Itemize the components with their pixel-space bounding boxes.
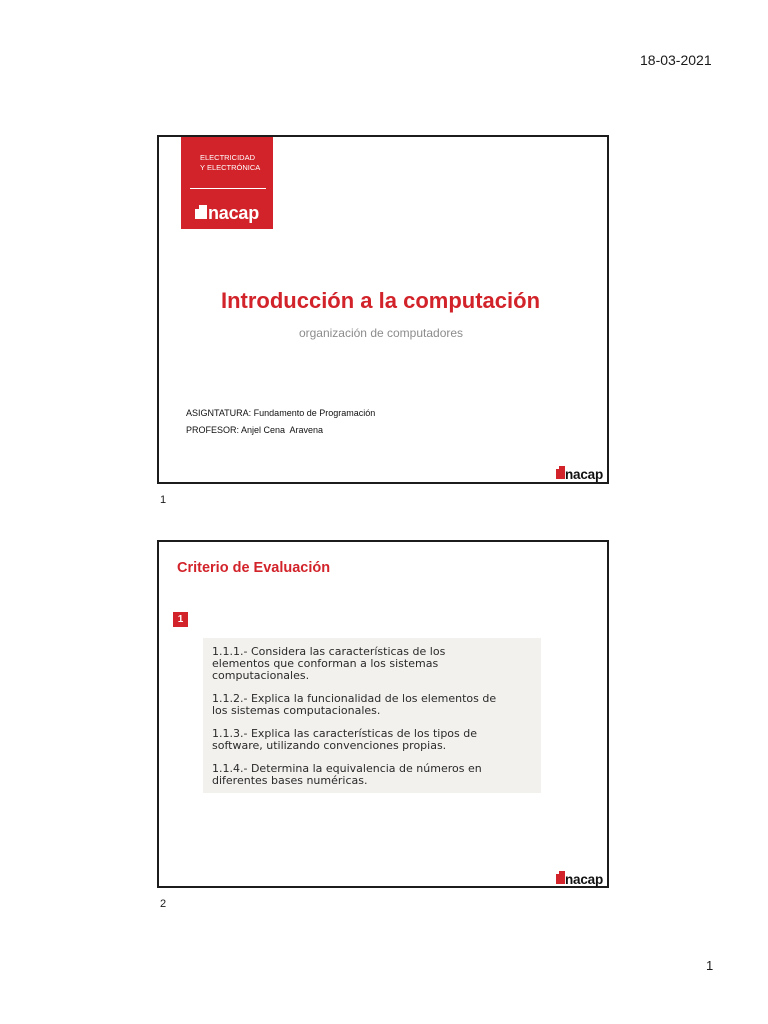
slide-1: [157, 135, 609, 484]
criterion-item: [212, 693, 541, 717]
inacap-logo-mark-icon: [556, 871, 565, 884]
slide-number: 2: [160, 898, 167, 910]
slide-2: [157, 540, 609, 888]
footer-logo: [556, 871, 603, 887]
slide-title: Criterio de Evaluación: [177, 560, 331, 576]
slide-title: Introducción a la computación: [220, 288, 541, 313]
brand-divider: [190, 188, 266, 189]
criterion-item: [212, 646, 541, 682]
brand-department-line-2: Y ELECTRÓNICA: [200, 163, 261, 172]
page-number: 1: [706, 958, 714, 973]
slide-number: 1: [160, 494, 167, 506]
criterion-line: 1.1.2.- Explica la funcionalidad de los elementos de: [212, 692, 497, 705]
brand-block: [181, 137, 273, 229]
criterion-line: software, utilizando convenciones propias.: [212, 739, 447, 752]
criterion-line: computacionales.: [212, 669, 310, 682]
brand-department-line-1: ELECTRICIDAD: [200, 153, 256, 162]
footer-logo-text: nacap: [565, 872, 604, 887]
course-teacher: PROFESOR: Anjel Cena Aravena: [186, 425, 324, 435]
inacap-logo-mark-icon: [195, 205, 207, 219]
criterion-line: 1.1.3.- Explica las características de los tipos de: [212, 727, 478, 740]
page-date: 18-03-2021: [640, 52, 712, 68]
criterion-line: 1.1.1.- Considera las características de los: [212, 645, 446, 658]
criterion-line: diferentes bases numéricas.: [212, 774, 368, 787]
criteria-list: [203, 638, 541, 793]
criterion-item: [212, 728, 541, 752]
slide-subtitle: organización de computadores: [298, 326, 464, 340]
criterion-line: 1.1.4.- Determina la equivalencia de números en: [212, 762, 482, 775]
footer-logo-text: nacap: [565, 467, 604, 482]
criterion-line: elementos que conforman a los sistemas: [212, 657, 439, 670]
course-subject: ASIGNTATURA: Fundamento de Programación: [186, 408, 376, 418]
footer-logo: [556, 466, 603, 482]
criterion-number-badge: 1: [173, 612, 188, 627]
criterion-item: [212, 763, 541, 787]
brand-logo: [195, 204, 259, 222]
brand-logo-text: nacap: [208, 203, 260, 223]
criterion-line: los sistemas computacionales.: [212, 704, 381, 717]
inacap-logo-mark-icon: [556, 466, 565, 479]
